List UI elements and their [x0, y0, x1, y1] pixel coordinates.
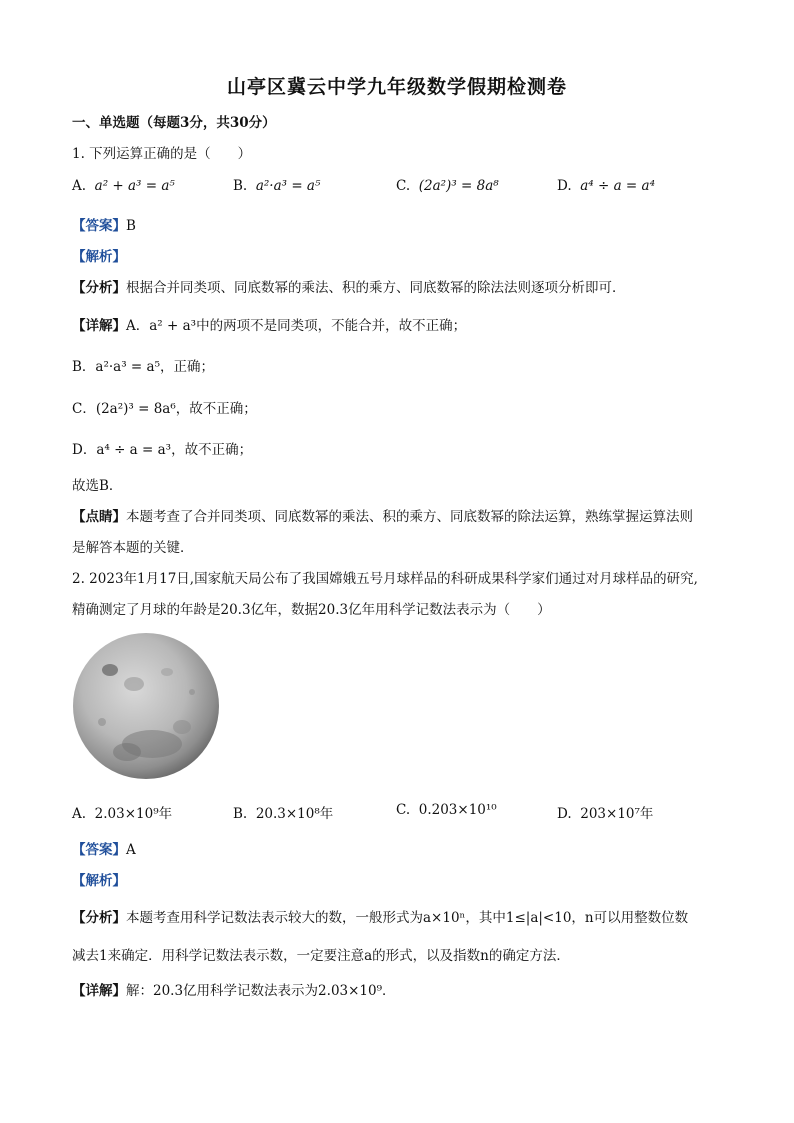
q1-option-a: A. a² + a³ = a⁵	[72, 178, 175, 194]
q1-dianjing-1: 【点睛】本题考查了合并同类项、同底数幂的乘法、积的乘方、同底数幂的除法运算，熟练掌握运算法则	[72, 509, 693, 525]
q1-detail-d: D．a⁴ ÷ a = a³，故不正确；	[72, 442, 253, 458]
q1-dianjing-2: 是解答本题的关键．	[72, 540, 194, 556]
q1-fenxi: 【分析】根据合并同类项、同底数幂的乘法、积的乘方、同底数幂的除法法则逐项分析即可．	[72, 280, 626, 296]
page-title: 山亭区冀云中学九年级数学假期检测卷	[226, 76, 567, 98]
q1-option-b: B. a²·a³ = a⁵	[233, 178, 321, 194]
q2-detail: 【详解】解：20.3亿用科学记数法表示为2.03×10⁹．	[72, 983, 396, 999]
q2-option-a: A. 2.03×10⁹年	[72, 806, 173, 822]
section-heading: 一、单选题（每题3分，共30分）	[72, 115, 276, 131]
q2-option-b: B. 20.3×10⁸年	[233, 806, 334, 822]
q1-answer: 【答案】B	[72, 218, 136, 234]
q2-option-d: D. 203×10⁷年	[557, 806, 654, 822]
q1-option-c: C. (2a²)³ = 8a⁸	[396, 178, 499, 194]
question-1-stem: 1. 下列运算正确的是（ ）	[72, 146, 252, 162]
q2-option-c: C. 0.203×10¹⁰	[396, 802, 497, 818]
q2-fenxi-2: 减去1来确定．用科学记数法表示数，一定要注意a的形式，以及指数n的确定方法．	[72, 948, 570, 964]
q2-analysis-tag: 【解析】	[72, 873, 126, 889]
q2-answer: 【答案】A	[72, 842, 136, 858]
q1-analysis-tag: 【解析】	[72, 249, 126, 265]
question-2-stem-1: 2. 2023年1月17日,国家航天局公布了我国嫦娥五号月球样品的科研成果科学家们通过对月球样品的研究,	[72, 571, 698, 587]
q2-fenxi-1: 【分析】本题考查用科学记数法表示较大的数，一般形式为a×10ⁿ，其中1≤|a|<10，n可以用整数位数	[72, 910, 689, 926]
q1-detail-b: B．a²·a³ = a⁵，正确；	[72, 359, 214, 375]
q1-choice: 故选B．	[72, 478, 123, 494]
question-2-stem-2: 精确测定了月球的年龄是20.3亿年，数据20.3亿年用科学记数法表示为（ ）	[72, 602, 551, 618]
q1-detail-a: 【详解】A．a² + a³中的两项不是同类项，不能合并，故不正确；	[72, 318, 467, 334]
q1-detail-c: C．(2a²)³ = 8a⁶，故不正确；	[72, 401, 257, 417]
q1-option-d: D. a⁴ ÷ a = a⁴	[557, 178, 655, 194]
moon-image	[72, 632, 220, 780]
